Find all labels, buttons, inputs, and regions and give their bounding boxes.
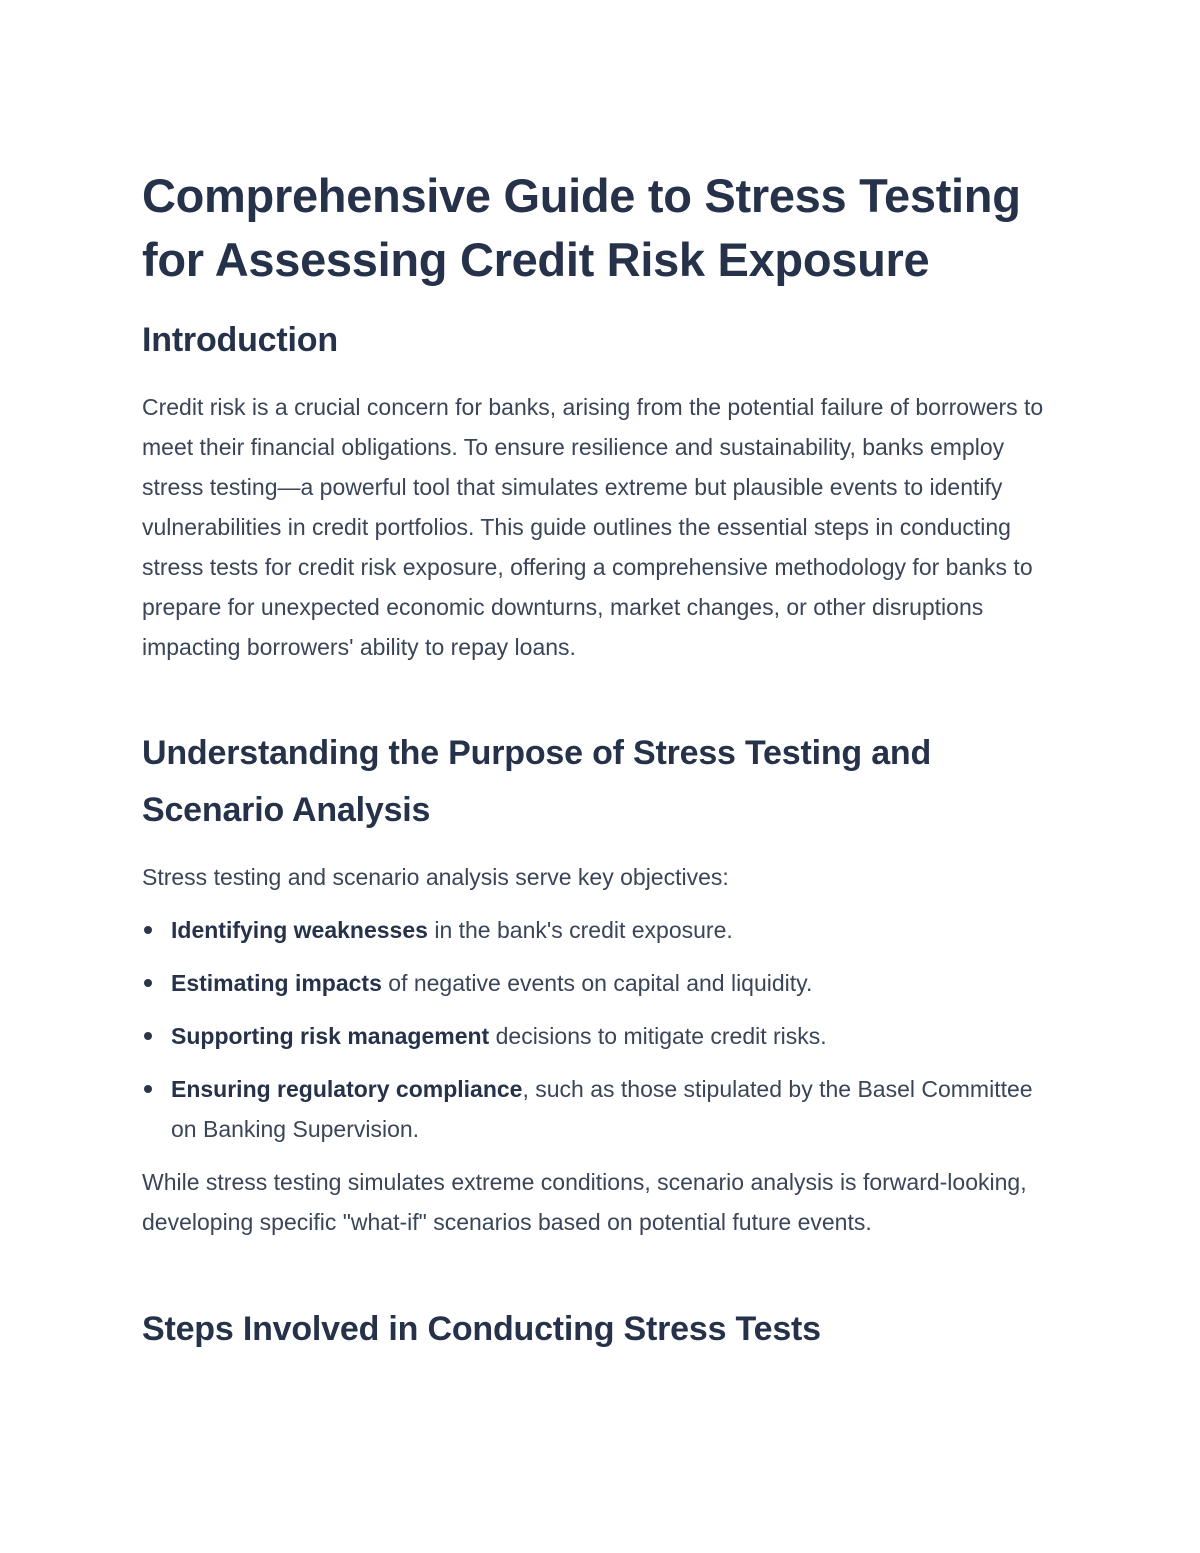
objective-bold: Identifying weaknesses xyxy=(171,917,428,943)
introduction-heading: Introduction xyxy=(142,321,338,359)
bullet-icon xyxy=(144,979,152,987)
objectives-list xyxy=(142,910,1062,1162)
objective-bold: Supporting risk management xyxy=(171,1023,490,1049)
list-item xyxy=(142,910,1062,950)
objective-bold: Estimating impacts xyxy=(171,970,382,996)
bullet-icon xyxy=(144,926,152,934)
objective-bold: Ensuring regulatory compliance xyxy=(171,1076,523,1102)
list-item xyxy=(142,963,1062,1003)
purpose-heading: Understanding the Purpose of Stress Testing and Scenario Analysis xyxy=(142,734,932,829)
list-item xyxy=(142,1069,1062,1149)
list-item xyxy=(142,1016,1062,1056)
objective-text: decisions to mitigate credit risks. xyxy=(489,1023,827,1049)
introduction-paragraph: Credit risk is a crucial concern for banks, arising from the potential failure of borrowers to meet their financial obligations. To ensure resilience and sustainability, banks employ stress testing—a powerful tool that simulates extreme but plausible events to identify vulnerabilities in credit portfolios. This guide outlines the essential steps in conducting stress tests for credit risk exposure, offering a comprehensive methodology for banks to prepare for unexpected economic downturns, market changes, or other disruptions impacting borrowers' ability to repay loans. xyxy=(142,394,1044,660)
bullet-icon xyxy=(144,1032,152,1040)
objectives-intro: Stress testing and scenario analysis serve key objectives: xyxy=(142,864,729,890)
objective-text: , such as those stipulated by the Basel Committee on Banking Supervision. xyxy=(171,1076,1033,1142)
document-title: Comprehensive Guide to Stress Testing for Assessing Credit Risk Exposure xyxy=(142,169,1021,286)
objective-text: in the bank's credit exposure. xyxy=(427,917,733,943)
objective-text: of negative events on capital and liquidity. xyxy=(381,970,813,996)
bullet-icon xyxy=(144,1085,152,1093)
scenario-analysis-paragraph: While stress testing simulates extreme conditions, scenario analysis is forward-looking, developing specific "what-if" scenarios based on potential future events. xyxy=(142,1169,1027,1235)
steps-heading: Steps Involved in Conducting Stress Tests xyxy=(142,1310,821,1348)
